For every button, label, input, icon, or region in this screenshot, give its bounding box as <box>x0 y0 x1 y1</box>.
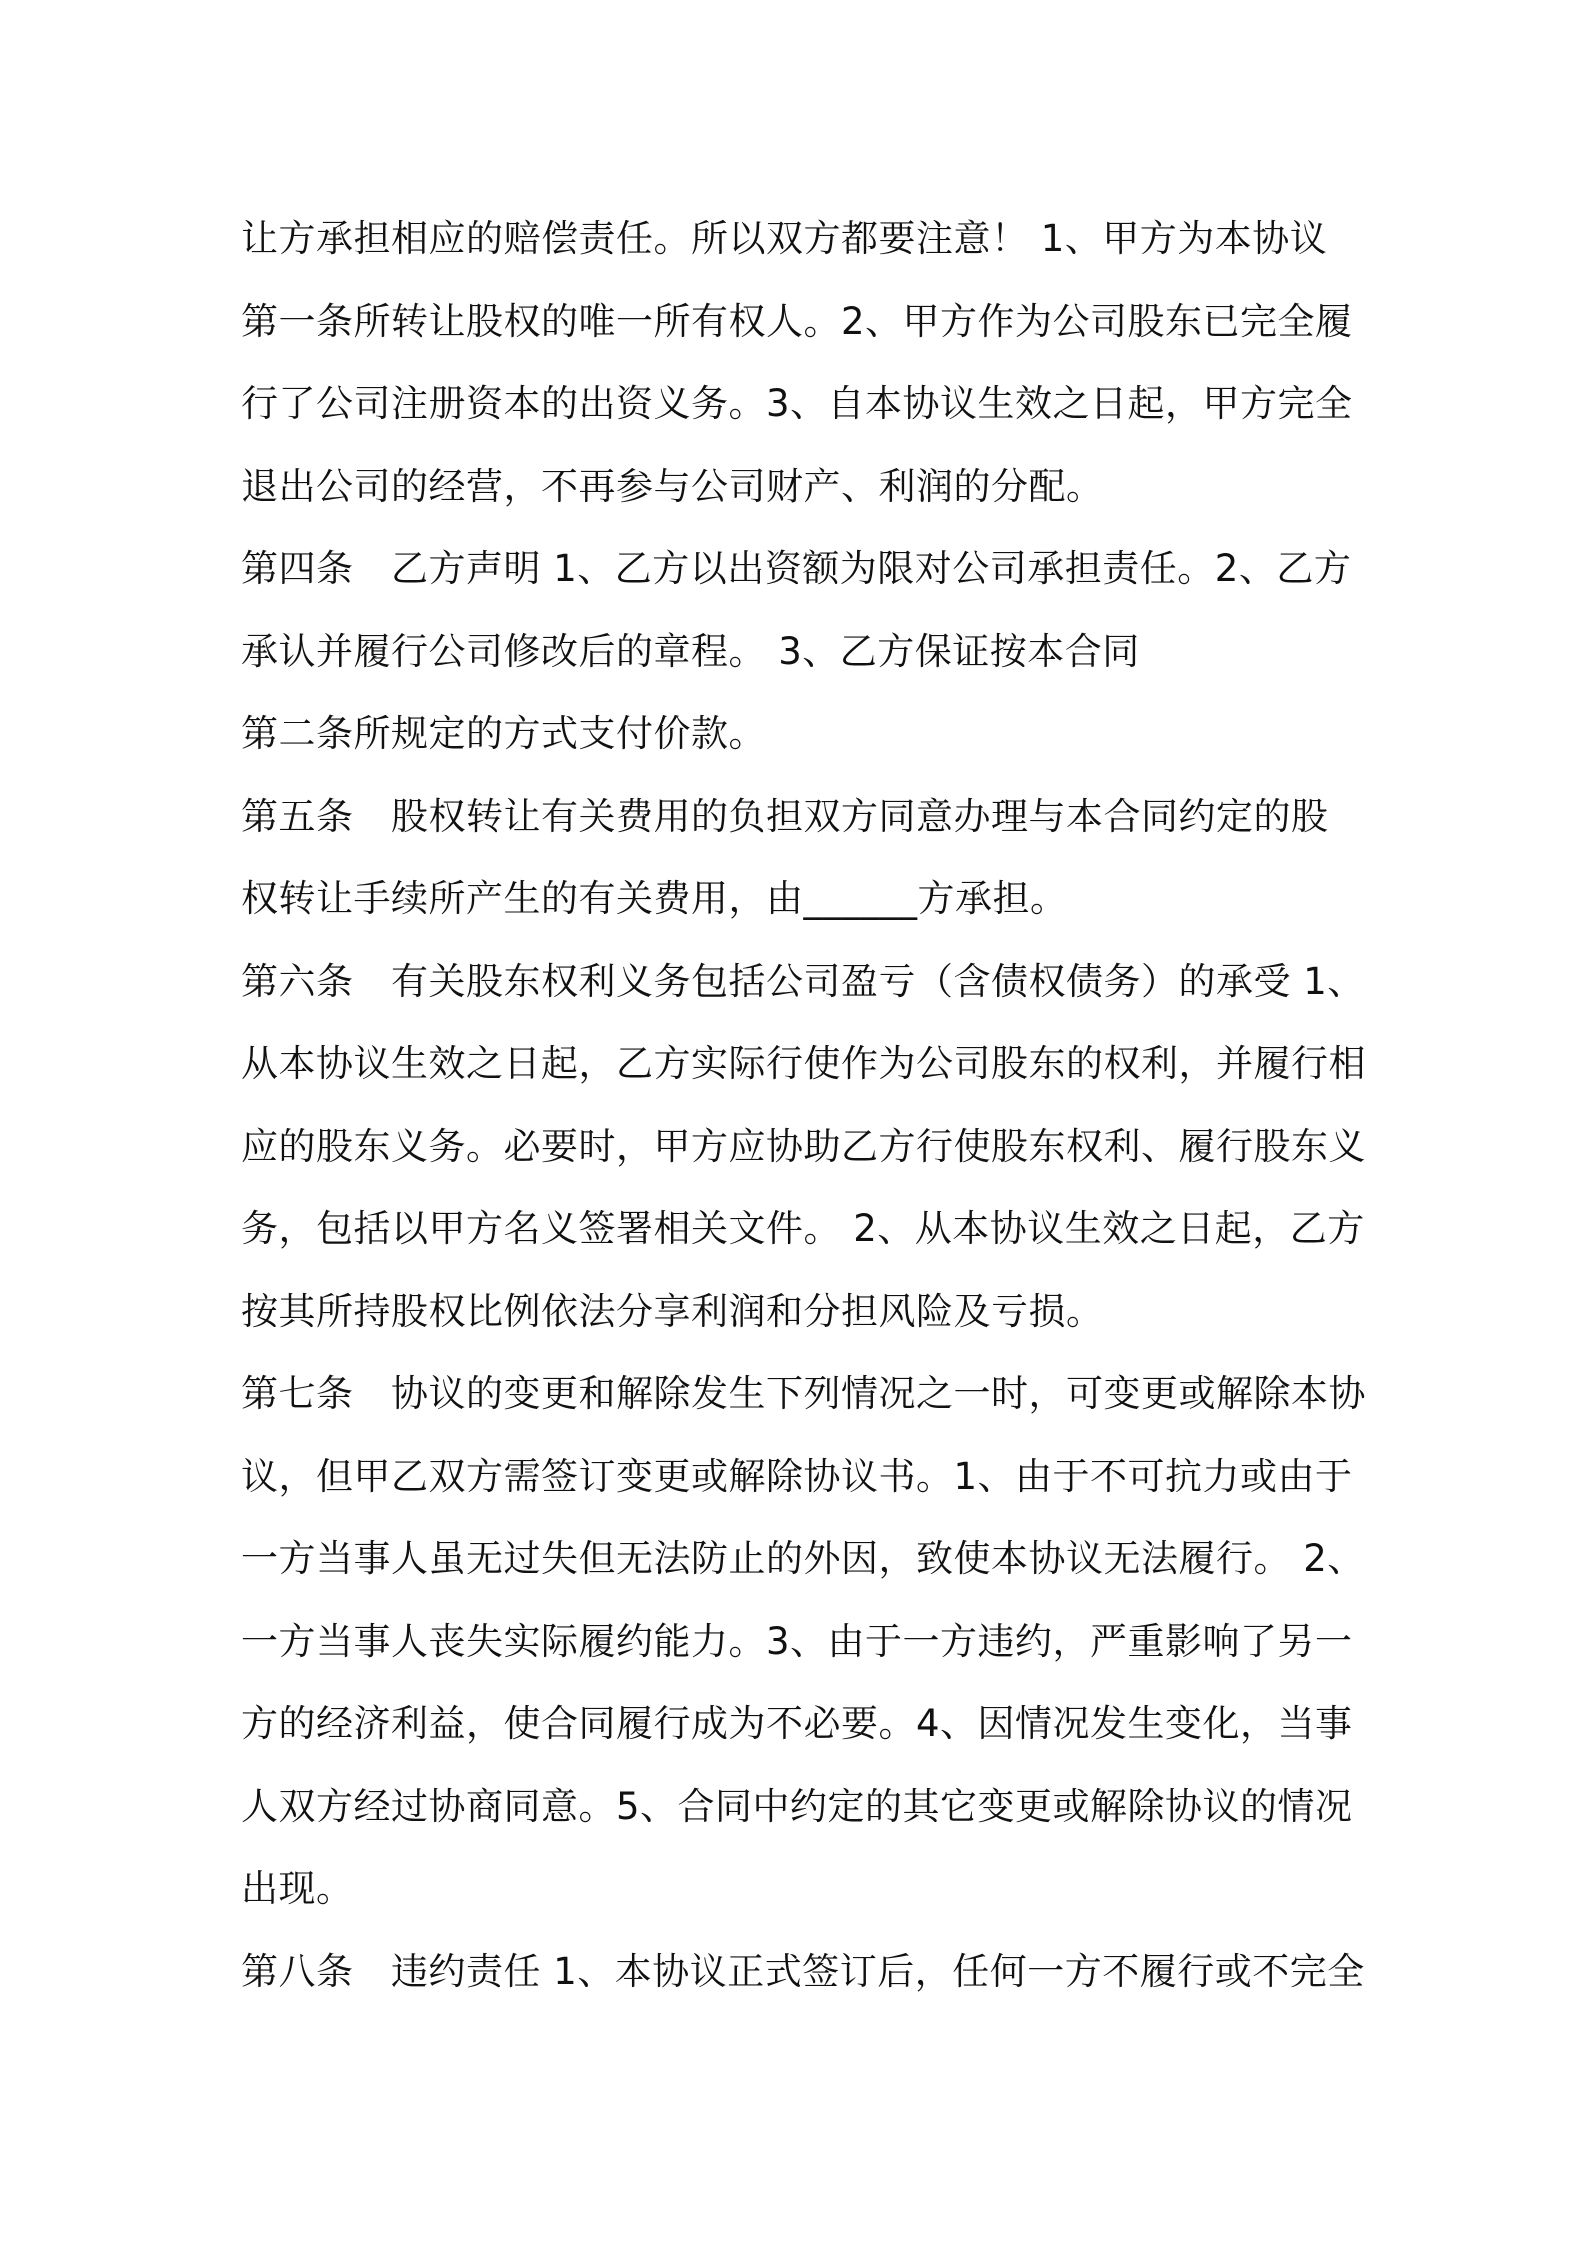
text-line: 第八条 违约责任 1、本协议正式签订后，任何一方不履行或不完全 <box>241 1949 1365 1993</box>
text-line: 一方当事人丧失实际履约能力。3、由于一方违约，严重影响了另一 <box>241 1619 1353 1663</box>
document-body <box>241 198 1366 2013</box>
text-line: 按其所持股权比例依法分享利润和分担风险及亏损。 <box>241 1289 1104 1333</box>
text-line: 退出公司的经营，不再参与公司财产、利润的分配。 <box>241 464 1104 508</box>
text-line: 人双方经过协商同意。5、合同中约定的其它变更或解除协议的情况 <box>241 1784 1353 1828</box>
text-line: 应的股东义务。必要时，甲方应协助乙方行使股东权利、履行股东义 <box>241 1124 1366 1168</box>
text-line: 第四条 乙方声明 1、乙方以出资额为限对公司承担责任。2、乙方 <box>241 547 1352 590</box>
text-line: 第二条所规定的方式支付价款。 <box>241 712 766 755</box>
text-line: 务，包括以甲方名义签署相关文件。 2、从本协议生效之日起，乙方 <box>241 1207 1365 1250</box>
text-line: 第六条 有关股东权利义务包括公司盈亏（含债权债务）的承受 1、 <box>241 959 1365 1003</box>
text-line: 一方当事人虽无过失但无法防止的外因，致使本协议无法履行。 2、 <box>241 1537 1365 1580</box>
text-line: 议，但甲乙双方需签订变更或解除协议书。1、由于不可抗力或由于 <box>241 1454 1353 1498</box>
text-line: 第一条所转让股权的唯一所有权人。2、甲方作为公司股东已完全履 <box>241 299 1353 343</box>
text-line: 让方承担相应的赔偿责任。所以双方都要注意！ 1、甲方为本协议 <box>241 217 1328 260</box>
text-line: 第五条 股权转让有关费用的负担双方同意办理与本合同约定的股 <box>241 794 1329 838</box>
text-line: 方的经济利益，使合同履行成为不必要。4、因情况发生变化，当事 <box>241 1702 1353 1745</box>
text-line: 权转让手续所产生的有关费用，由______方承担。 <box>241 877 1068 920</box>
text-line: 出现。 <box>241 1867 354 1910</box>
text-line: 从本协议生效之日起，乙方实际行使作为公司股东的权利，并履行相 <box>241 1042 1366 1085</box>
text-line: 承认并履行公司修改后的章程。 3、乙方保证按本合同 <box>241 629 1140 673</box>
text-line: 行了公司注册资本的出资义务。3、自本协议生效之日起，甲方完全 <box>241 382 1353 425</box>
text-line: 第七条 协议的变更和解除发生下列情况之一时，可变更或解除本协 <box>241 1372 1366 1415</box>
